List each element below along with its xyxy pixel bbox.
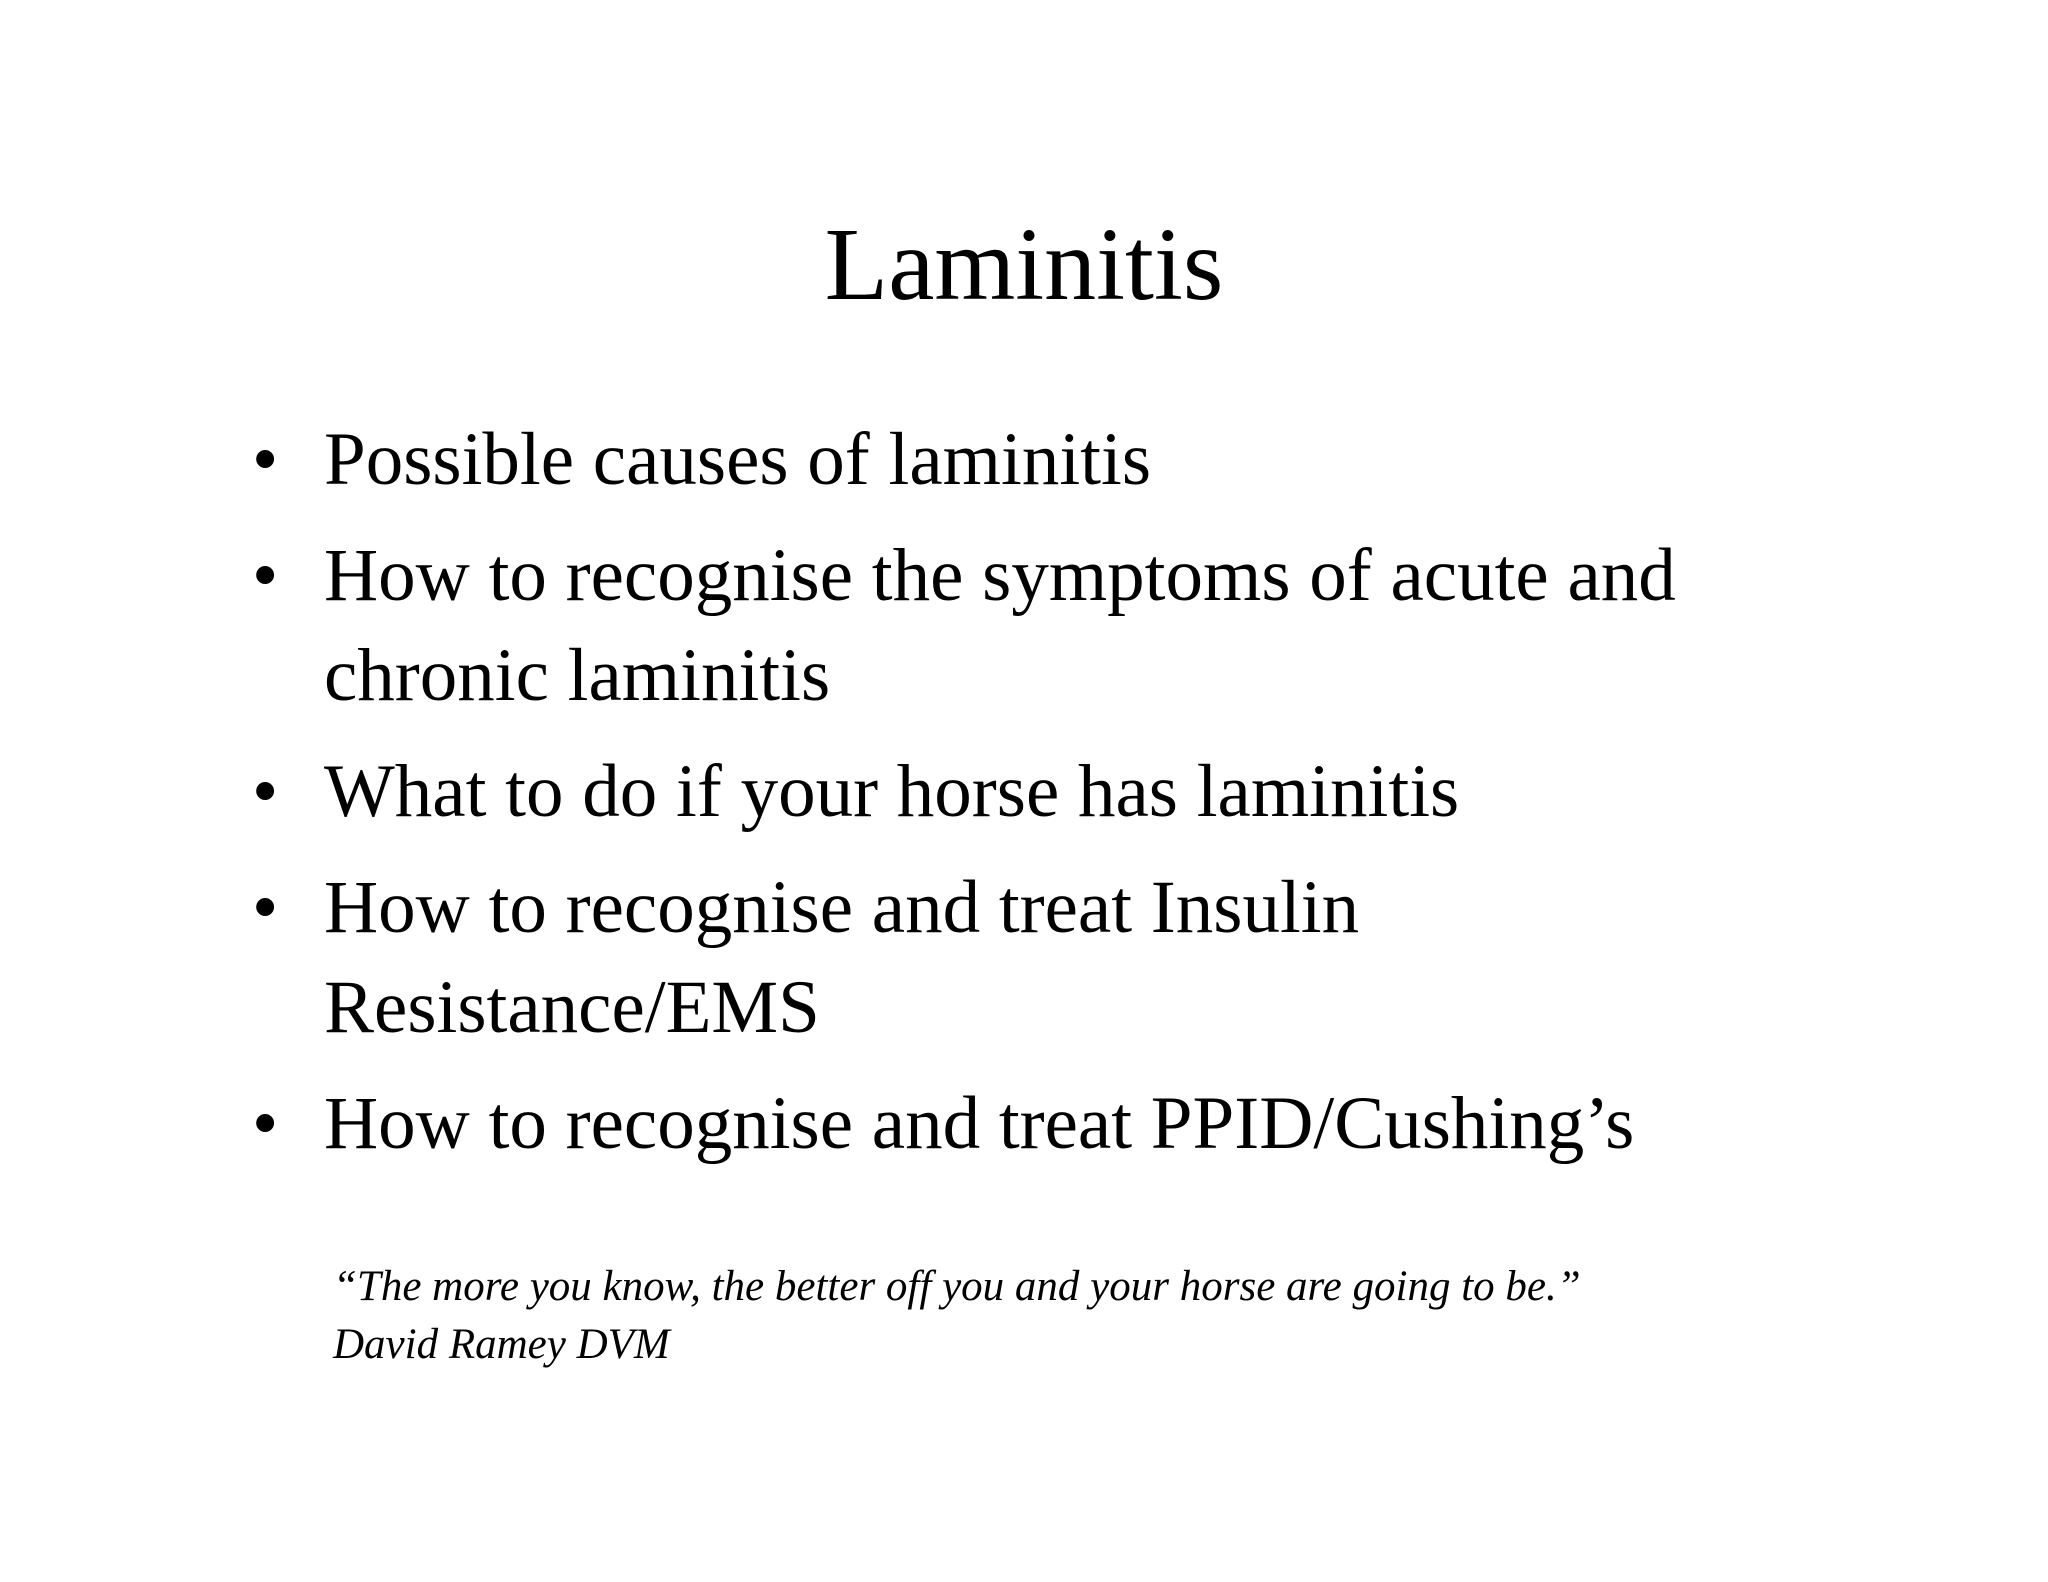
bullet-item-insulin-resistance [252, 858, 1852, 1058]
bullet-text: How to recognise and treat PPID/Cushing’s [324, 1082, 1635, 1165]
bullet-text: What to do if your horse has laminitis [324, 750, 1460, 833]
bullet-text: Possible causes of laminitis [324, 418, 1152, 501]
bullet-item-causes [252, 410, 1852, 510]
bullet-icon: • [252, 750, 279, 833]
bullet-text: How to recognise the symptoms of acute and chronic laminitis [324, 534, 1676, 717]
bullet-icon: • [252, 866, 279, 949]
slide-title: Laminitis [824, 207, 1224, 322]
bullet-item-ppid [252, 1074, 1852, 1174]
bullet-list [252, 410, 1852, 1190]
quote-text: “The more you know, the better off you and your horse are going to be.” David Ramey DVM [333, 1263, 1581, 1368]
bullet-icon: • [252, 534, 279, 617]
bullet-item-what-to-do [252, 742, 1852, 842]
bullet-text: How to recognise and treat Insulin Resistance/EMS [324, 866, 1360, 1049]
bullet-icon: • [252, 418, 279, 501]
bullet-icon: • [252, 1082, 279, 1165]
bullet-item-symptoms [252, 526, 1852, 726]
